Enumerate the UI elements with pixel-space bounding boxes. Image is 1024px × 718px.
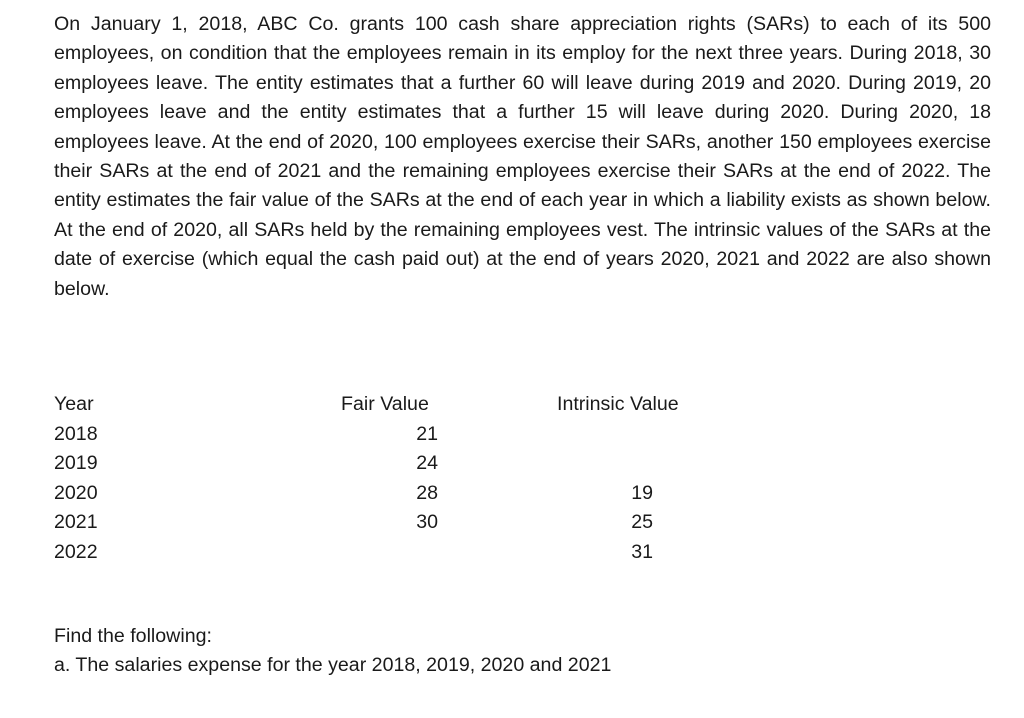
year-cell: 2022 [54,540,98,563]
year-cell: 2019 [54,452,98,475]
header-fair-value: Fair Value [341,393,429,415]
sar-values-table [54,390,754,568]
year-cell: 2021 [54,511,98,534]
intrinsic-value-cell: 31 [631,540,653,563]
question-item-a: a. The salaries expense for the year 2018, 2019, 2020 and 2021 [54,654,612,677]
intrinsic-value-cell: 19 [631,481,653,504]
table-row [54,538,754,568]
header-year: Year [54,393,94,415]
table-row [54,479,754,509]
table-row [54,420,754,450]
table-row [54,449,754,479]
year-cell: 2020 [54,481,98,504]
problem-statement: On January 1, 2018, ABC Co. grants 100 cash share appreciation rights (SARs) to each of its 500 employees, on condition that the employees remain in its employ for the next three years. During 2018, 30 employees leave. The entity estimates that a further 60 will leave during 2019 and 2020. During 2019, 20 employees leave and the entity estimates that a further 15 will leave during 2020. During 2020, 18 employees leave. At the end of 2020, 100 employees exercise their SARs, another 150 employees exercise their SARs at the end of 2021 and the remaining employees exercise their SARs at the end of 2022. The entity estimates the fair value of the SARs at the end of each year in which a liability exists as shown below. At the end of 2020, all SARs held by the remaining employees vest. The intrinsic values of the SARs at the date of exercise (which equal the cash paid out) at the end of years 2020, 2021 and 2022 are also shown below. [54,13,991,300]
question-block [54,622,611,681]
fair-value-cell: 24 [416,452,438,475]
fair-value-cell: 21 [416,422,438,445]
intrinsic-value-cell: 25 [631,511,653,534]
header-intrinsic-value: Intrinsic Value [557,393,679,415]
fair-value-cell: 28 [416,481,438,504]
question-prompt: Find the following: [54,625,212,647]
table-row [54,508,754,538]
fair-value-cell: 30 [416,511,438,534]
table-header-row [54,390,754,420]
year-cell: 2018 [54,422,98,445]
